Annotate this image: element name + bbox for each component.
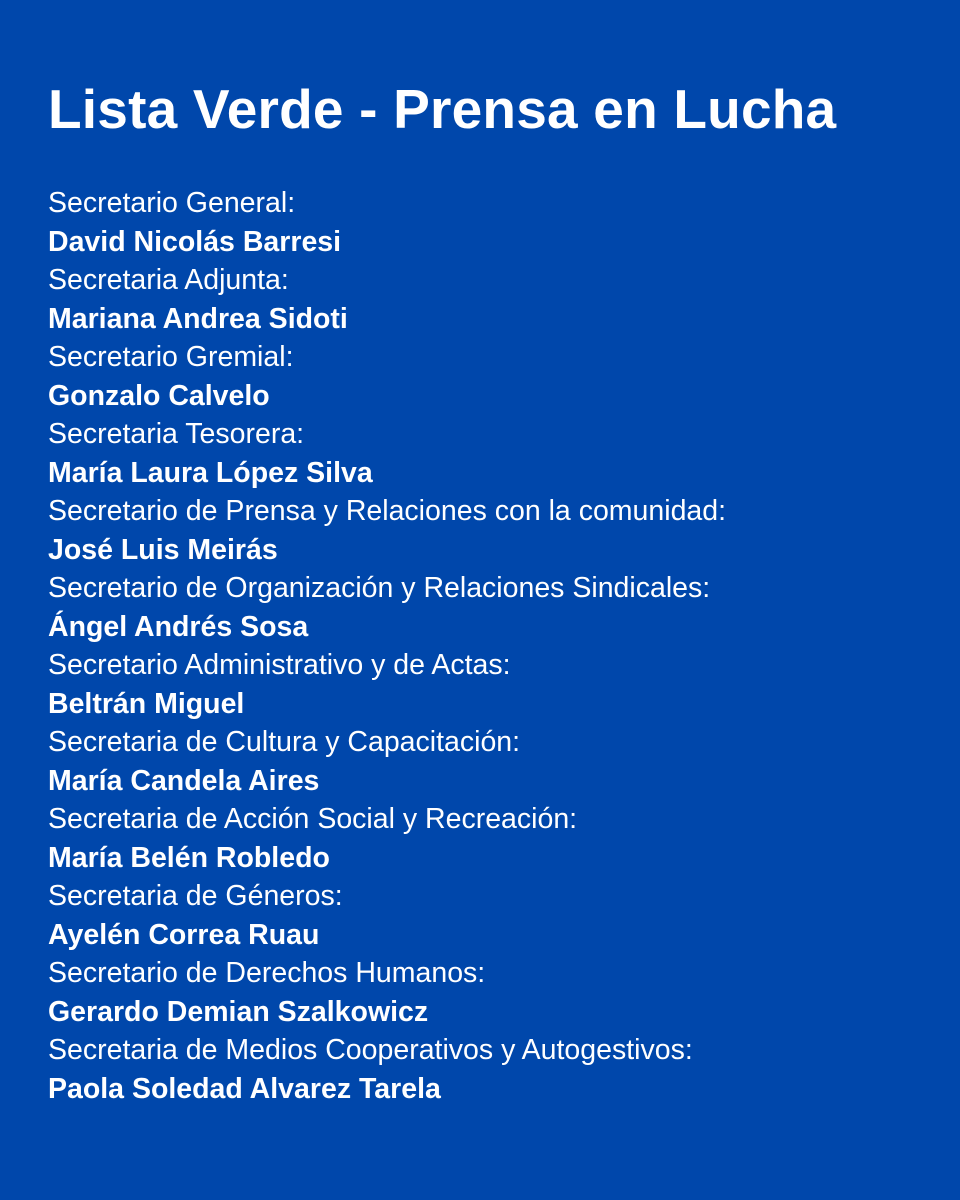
roster-entry-accion-social — [48, 800, 912, 877]
role-label: Secretaria Tesorera: — [48, 418, 305, 450]
roster-entry-derechos-humanos — [48, 954, 912, 1031]
person-name: Ángel Andrés Sosa — [48, 610, 309, 643]
role-label: Secretario General: — [48, 187, 296, 219]
roster-entry-secretaria-adjunta — [48, 261, 912, 338]
person-name: María Laura López Silva — [48, 456, 373, 489]
role-label: Secretario de Prensa y Relaciones con la comunidad: — [48, 495, 727, 527]
person-name: Ayelén Correa Ruau — [48, 918, 320, 951]
person-name: Gerardo Demian Szalkowicz — [48, 995, 429, 1028]
role-label: Secretaria de Cultura y Capacitación: — [48, 726, 521, 758]
person-name: Gonzalo Calvelo — [48, 379, 270, 412]
roster-entry-secretario-general — [48, 184, 912, 261]
person-name: Beltrán Miguel — [48, 687, 245, 720]
role-label: Secretaria de Géneros: — [48, 880, 343, 912]
roster-entry-administrativo-actas — [48, 646, 912, 723]
page-title: Lista Verde - Prensa en Lucha — [48, 78, 837, 140]
roster-entry-cultura-capacitacion — [48, 723, 912, 800]
role-label: Secretaria de Acción Social y Recreación: — [48, 803, 578, 835]
role-label: Secretaria de Medios Cooperativos y Autogestivos: — [48, 1034, 693, 1066]
person-name: José Luis Meirás — [48, 533, 278, 566]
roster-entry-medios-cooperativos — [48, 1031, 912, 1108]
role-label: Secretario Administrativo y de Actas: — [48, 649, 511, 681]
person-name: Paola Soledad Alvarez Tarela — [48, 1072, 441, 1105]
role-label: Secretaria Adjunta: — [48, 264, 289, 296]
roster-entry-secretaria-tesorera — [48, 415, 912, 492]
person-name: María Candela Aires — [48, 764, 320, 797]
roster-entry-secretario-gremial — [48, 338, 912, 415]
role-label: Secretario Gremial: — [48, 341, 294, 373]
person-name: Mariana Andrea Sidoti — [48, 302, 348, 335]
roster-entry-organizacion-sindicales — [48, 569, 912, 646]
person-name: María Belén Robledo — [48, 841, 330, 874]
roster-list — [48, 184, 912, 1108]
roster-entry-generos — [48, 877, 912, 954]
person-name: David Nicolás Barresi — [48, 225, 342, 258]
role-label: Secretario de Organización y Relaciones Sindicales: — [48, 572, 711, 604]
role-label: Secretario de Derechos Humanos: — [48, 957, 486, 989]
roster-entry-prensa-relaciones — [48, 492, 912, 569]
